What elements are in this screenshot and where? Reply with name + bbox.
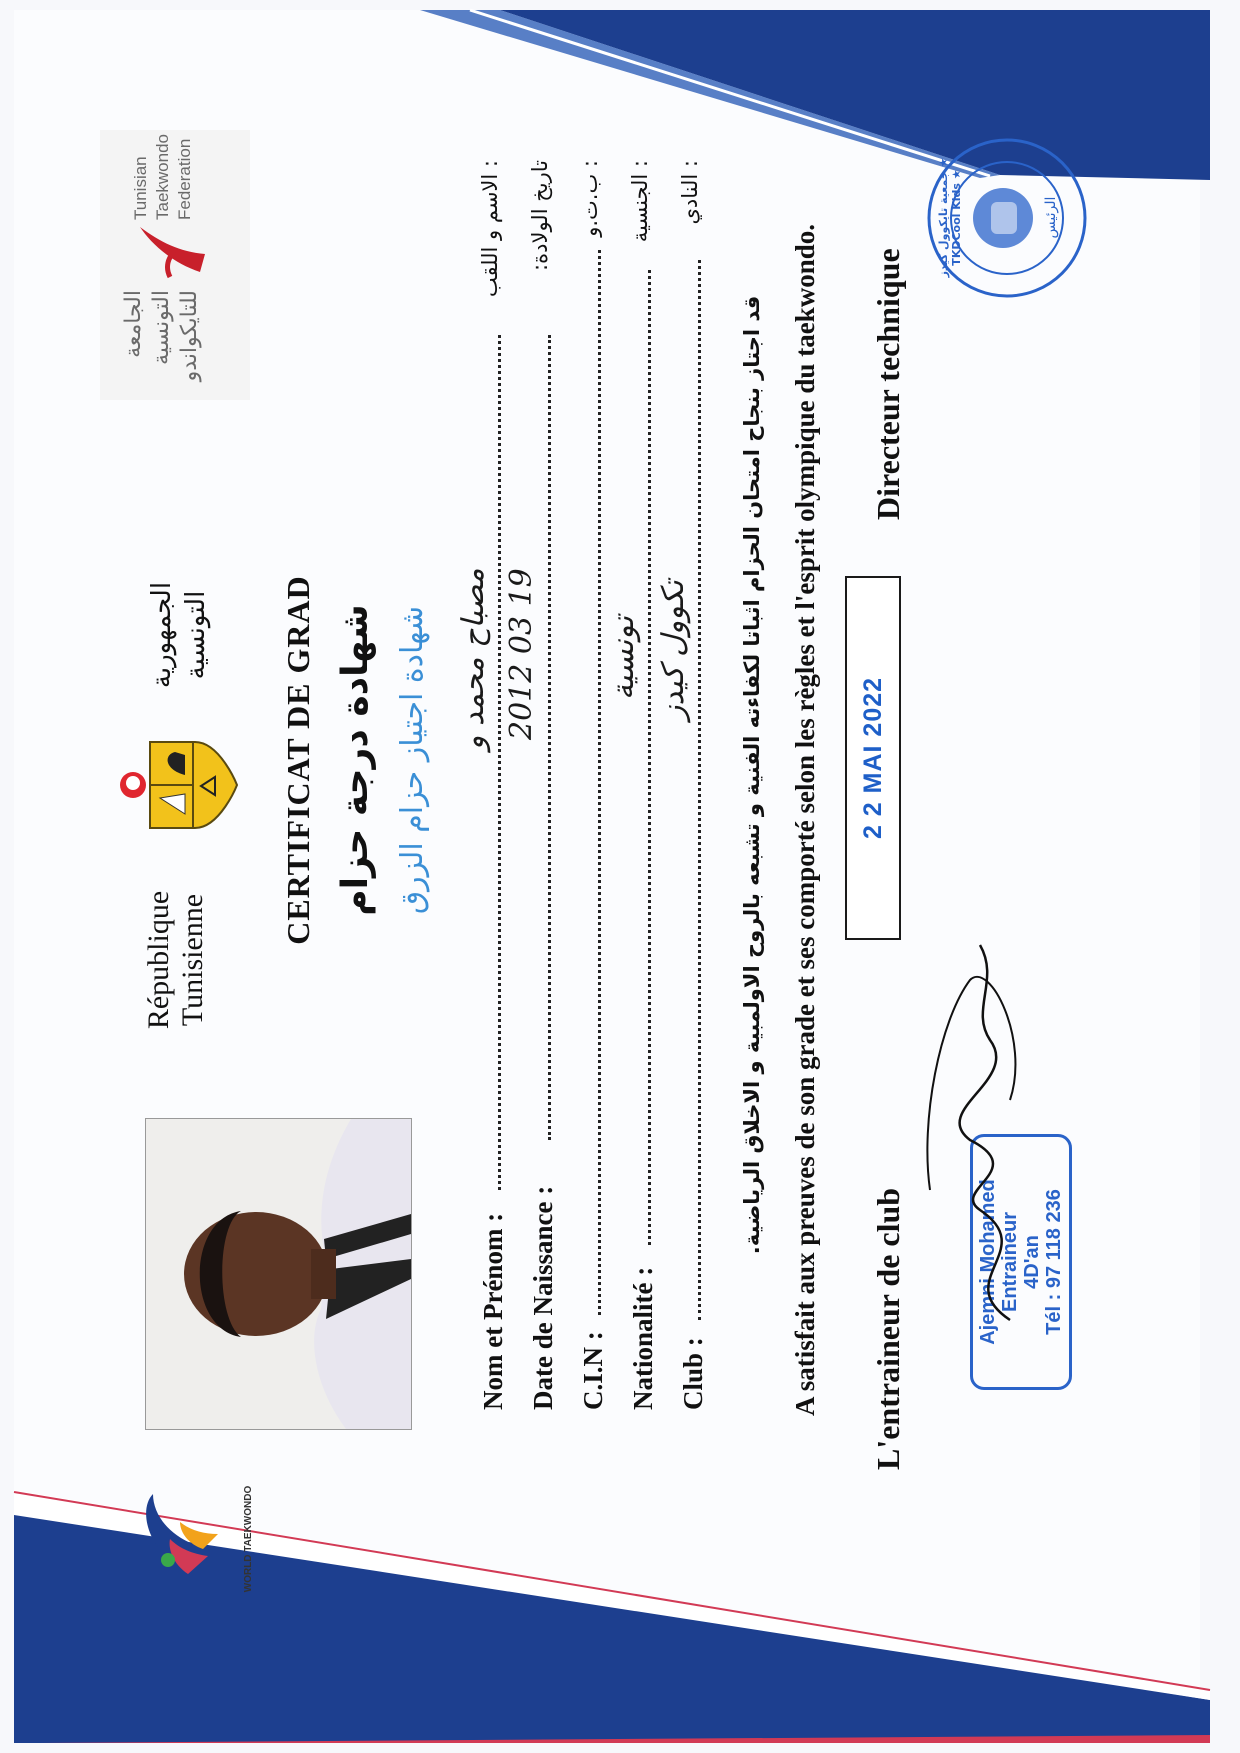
field-nationality-label-ar: : الجنسية bbox=[628, 160, 652, 243]
republic-fr bbox=[142, 870, 210, 1050]
certificate bbox=[50, 80, 1110, 1640]
republic-ar-line1: الجمهورية bbox=[147, 581, 177, 689]
field-club-label-ar: : النادي bbox=[678, 160, 702, 225]
world-taekwondo-logo bbox=[108, 1474, 254, 1604]
coach-signature bbox=[910, 920, 1070, 1340]
field-club-label: Club : bbox=[678, 1337, 708, 1410]
statement-fr: A satisfait aux preuves de son grade et ses comporté selon les règles et l'esprit olympique du taekwondo. bbox=[790, 224, 820, 1416]
coach-stamp-line4: Tél : 97 118 236 bbox=[1043, 1189, 1065, 1335]
coach-stamp-line3: 4D'an bbox=[1021, 1235, 1043, 1289]
federation-logo bbox=[100, 130, 250, 400]
coat-of-arms-icon bbox=[115, 720, 245, 850]
field-club bbox=[656, 160, 718, 1410]
director-signature-title: Directeur technique bbox=[870, 248, 906, 520]
federation-icon bbox=[130, 222, 210, 282]
date-stamp: 2 2 MAI 2022 bbox=[859, 676, 887, 840]
coat-of-arms-logo bbox=[115, 720, 245, 850]
field-cin-dots bbox=[598, 250, 601, 1315]
field-birthdate-label-ar: تاريخ الولادة: bbox=[528, 160, 552, 271]
field-birthdate bbox=[504, 160, 568, 1410]
field-name-label-ar: : الاسم و اللقب bbox=[478, 160, 502, 298]
club-seal bbox=[925, 135, 1090, 300]
world-taekwondo-icon bbox=[108, 1474, 238, 1604]
field-cin-label: C.I.N : bbox=[578, 1331, 608, 1410]
field-name bbox=[456, 160, 518, 1410]
republic-ar bbox=[145, 560, 213, 710]
federation-ar-line2: التونسية bbox=[149, 290, 174, 366]
federation-en bbox=[130, 134, 196, 220]
republic-fr-line1: République bbox=[142, 890, 175, 1030]
federation-ar-line1: الجامعة bbox=[121, 290, 146, 358]
federation-ar-line3: للتايكواندو bbox=[177, 290, 202, 382]
field-nationality-value: تونسية bbox=[606, 615, 641, 700]
club-seal-ring-text: جمعية تايكوول كيدز ★ TKDCool Kids ★ bbox=[937, 157, 963, 278]
date-box bbox=[845, 576, 901, 940]
title-ar: شهادة درجة حزام bbox=[335, 604, 376, 916]
field-club-dots bbox=[698, 260, 701, 1320]
belt-title-ar: شهادة اجتياز حزام الزرق bbox=[395, 605, 430, 915]
field-birthdate-label: Date de Naissance : bbox=[528, 1185, 558, 1410]
world-taekwondo-text: WORLD TAEKWONDO bbox=[243, 1485, 254, 1593]
field-cin bbox=[578, 160, 618, 1410]
federation-en-line1: Tunisian bbox=[131, 156, 150, 220]
federation-ar bbox=[120, 290, 204, 400]
statement-ar: قد اجتاز بنجاح امتحان الحزام اثباتا لكفاءته الفنية و تشبعه بالروح الاولمبية و الاخلاق الرياضية. bbox=[740, 295, 764, 1255]
field-cin-label-ar: : ب.ت.و bbox=[578, 160, 602, 237]
coach-stamp-line1: Ajemni Mohamed bbox=[977, 1179, 999, 1345]
federation-en-line3: Federation bbox=[175, 138, 194, 220]
title-fr: CERTIFICAT DE GRAD bbox=[280, 575, 316, 945]
coach-signature-title: L'entraineur de club bbox=[870, 1187, 906, 1470]
portrait-image bbox=[146, 1119, 411, 1429]
field-nationality-label: Nationalité : bbox=[628, 1266, 658, 1410]
student-photo bbox=[145, 1118, 412, 1430]
field-name-dots bbox=[498, 335, 501, 1190]
field-name-value: مصباح محمد و bbox=[456, 568, 491, 750]
republic-ar-line2: التونسية bbox=[181, 590, 211, 680]
field-nationality bbox=[606, 160, 668, 1410]
field-club-value: تكوول كيدز bbox=[656, 580, 691, 720]
field-name-label: Nom et Prénom : bbox=[478, 1212, 508, 1410]
republic-fr-line2: Tunisienne bbox=[176, 893, 209, 1027]
federation-en-line2: Taekwondo bbox=[153, 133, 172, 220]
coach-stamp-line2: Entraineur bbox=[999, 1211, 1021, 1313]
field-birthdate-dots bbox=[548, 335, 551, 1140]
field-nationality-dots bbox=[648, 270, 651, 1245]
field-birthdate-value: 2012 03 19 bbox=[504, 568, 539, 740]
club-seal-center-text: الرئيس bbox=[1043, 196, 1059, 239]
